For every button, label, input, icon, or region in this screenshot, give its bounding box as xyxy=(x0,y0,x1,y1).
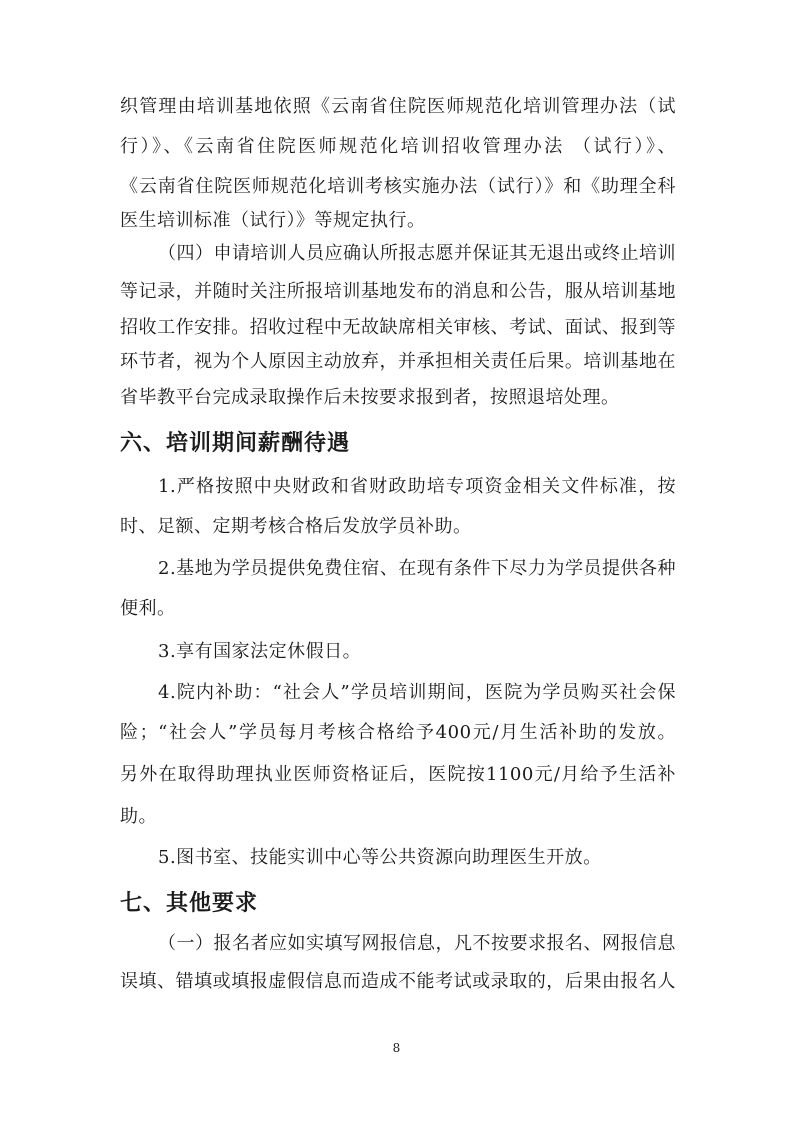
body-line: 时、足额、定期考核合格后发放学员补助。 xyxy=(120,516,472,537)
body-line: 助。 xyxy=(120,806,157,827)
body-line: 2.基地为学员提供免费住宿、在现有条件下尽力为学员提供各种 xyxy=(158,558,676,579)
body-line: 险；“社会人”学员每月考核合格给予400元/月生活补助的发放。 xyxy=(120,722,676,743)
body-line: 省毕教平台完成录取操作后未按要求报到者，按照退培处理。 xyxy=(120,387,620,408)
body-line: 织管理由培训基地依照《云南省住院医师规范化培训管理办法（试 xyxy=(120,96,676,117)
body-line: 医生培训标准（试行）》等规定执行。 xyxy=(120,210,426,231)
body-line: 另外在取得助理执业医师资格证后，医院按1100元/月给予生活补 xyxy=(120,764,676,785)
body-line: 4.院内补助：“社会人”学员培训期间，医院为学员购买社会保 xyxy=(158,682,676,703)
body-line: （四）申请培训人员应确认所报志愿并保证其无退出或终止培训 xyxy=(158,243,676,264)
section-heading: 七、其他要求 xyxy=(120,891,259,916)
body-line: 行）》、《云南省住院医师规范化培训招收管理办法 （试行）》、 xyxy=(120,136,676,157)
body-line: 《云南省住院医师规范化培训考核实施办法（试行）》和《助理全科 xyxy=(120,176,676,197)
body-line: 环节者，视为个人原因主动放弃，并承担相关责任后果。培训基地在 xyxy=(120,351,676,372)
section-heading: 六、培训期间薪酬待遇 xyxy=(120,431,351,456)
body-line: 5.图书室、技能实训中心等公共资源向助理医生开放。 xyxy=(158,847,602,868)
body-line: 误填、错填或填报虚假信息而造成不能考试或录取的，后果由报名人 xyxy=(120,971,676,992)
body-line: 3.享有国家法定休假日。 xyxy=(158,641,362,662)
body-line: （一）报名者应如实填写网报信息，凡不按要求报名、网报信息 xyxy=(158,933,676,954)
page-number: 8 xyxy=(392,1041,401,1055)
body-line: 招收工作安排。招收过程中无故缺席相关审核、考试、面试、报到等 xyxy=(120,317,676,338)
body-line: 便利。 xyxy=(120,598,176,619)
body-line: 1.严格按照中央财政和省财政助培专项资金相关文件标准，按 xyxy=(158,476,676,497)
body-line: 等记录，并随时关注所报培训基地发布的消息和公告，服从培训基地 xyxy=(120,281,676,302)
